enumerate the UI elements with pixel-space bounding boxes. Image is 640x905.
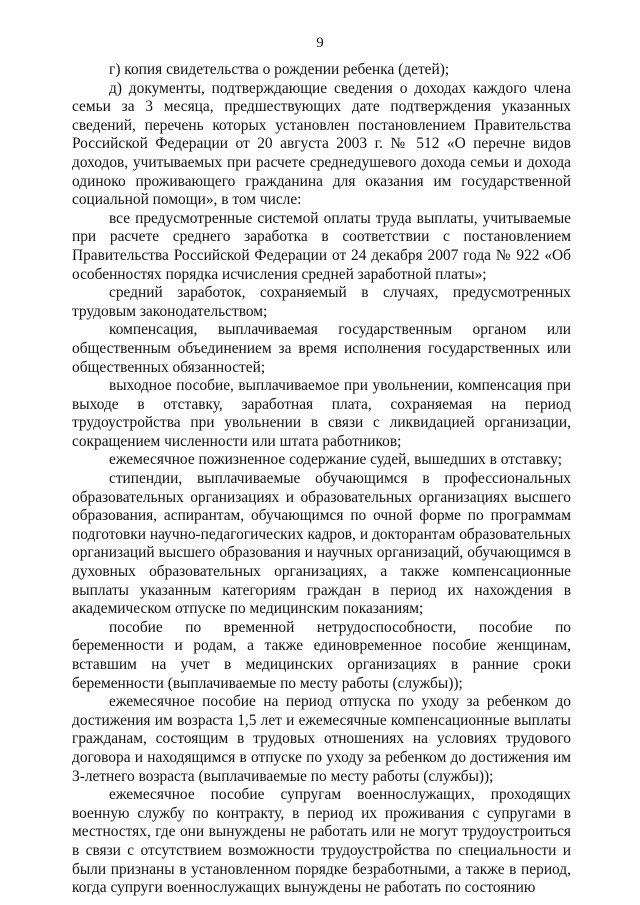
paragraph-average-earnings: средний заработок, сохраняемый в случаях, предусмотренных трудовым законодательством; — [72, 284, 571, 320]
paragraph-childcare-allowance: ежемесячное пособие на период отпуска по уходу за ребенком до достижения им возраста 1,5 лет и ежемесячные компенсационные выплаты гражданам, состоящим в трудовых отношениях на условиях трудового договора и находящимся в отпуске по уходу за ребенком до достижения им 3-летнего возраста (выплачиваемые по месту работы (службы)); — [72, 693, 571, 785]
document-body — [72, 61, 571, 898]
paragraph-military-spouses: ежемесячное пособие супругам военнослужащих, проходящих военную службу по контракту, в период их проживания с супругами в местностях, где они вынуждены не работать или не могут трудоустроиться в связи с отсутствием возможности трудоустройства по специальности и были признаны в установленном порядке безработными, а также в период, когда супруги военнослужащих вынуждены не работать по состоянию — [72, 786, 571, 897]
paragraph-income-documents: д) документы, подтверждающие сведения о доходах каждого члена семьи за 3 месяца, предшествующих дате подтверждения указанных сведений, перечень которых установлен постановлением Правительства Российской Федерации от 20 августа 2003 г. № 512 «О перечне видов доходов, учитываемых при расчете среднедушевого дохода семьи и дохода одиноко проживающего гражданина для оказания им государственной социальной помощи», в том числе: — [72, 79, 571, 209]
paragraph-stipends: стипендии, выплачиваемые обучающимся в профессиональных образовательных организациях и образовательных организациях высшего образования, аспирантам, обучающимся по очной форме по программам подготовки научно-педагогических кадров, и докторантам образовательных организаций высшего образования и научных организаций, обучающимся в духовных образовательных организациях, а также компенсационные выплаты указанным категориям граждан в период их нахождения в академическом отпуске по медицинским показаниям; — [72, 470, 571, 618]
paragraph-disability-maternity: пособие по временной нетрудоспособности, пособие по беременности и родам, а также единовременное пособие женщинам, вставшим на учет в медицинских организациях в ранние сроки беременности (выплачиваемые по месту работы (службы)); — [72, 618, 571, 692]
page-number: 9 — [316, 35, 324, 51]
paragraph-judges-allowance: ежемесячное пожизненное содержание судей, вышедших в отставку; — [109, 451, 563, 469]
paragraph-birth-certificate: г) копия свидетельства о рождении ребенка (детей); — [109, 61, 450, 78]
paragraph-compensation: компенсация, выплачиваемая государственным органом или общественным объединением за время исполнения государственных или общественных обязанностей; — [72, 321, 571, 376]
paragraph-severance-pay: выходное пособие, выплачиваемое при увольнении, компенсация при выходе в отставку, заработная плата, сохраняемая на период трудоустройства при увольнении в связи с ликвидацией организации, сокращением численности или штата работников; — [72, 377, 571, 450]
paragraph-payroll-payments: все предусмотренные системой оплаты труда выплаты, учитываемые при расчете среднего заработка в соответствии с постановлением Правительства Российской Федерации от 24 декабря 2007 года № 922 «Об особенностях порядка исчисления средней заработной платы»; — [72, 209, 571, 283]
